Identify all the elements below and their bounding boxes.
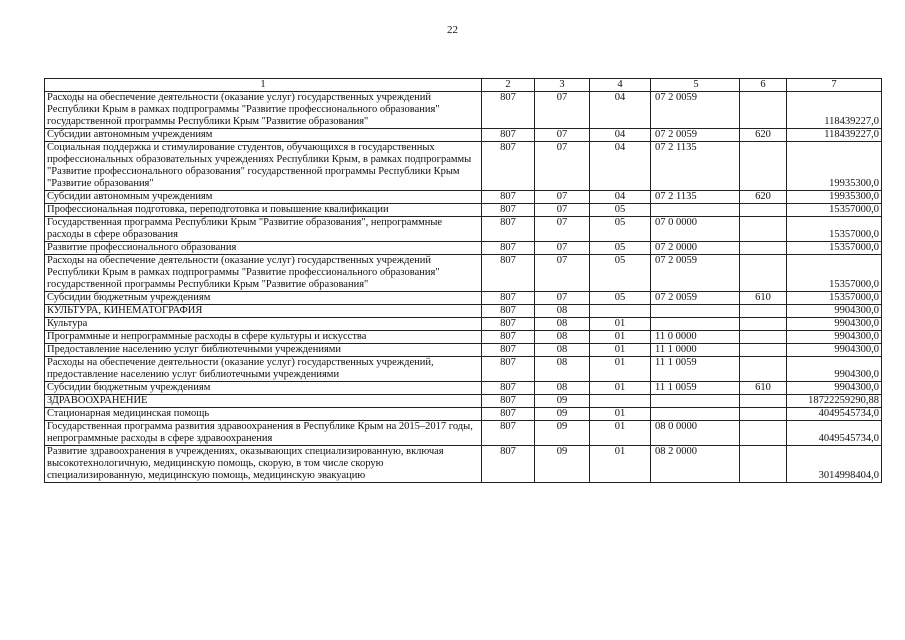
row-admin-code: 807 (482, 331, 535, 344)
row-amount: 9904300,0 (787, 318, 882, 331)
row-admin-code: 807 (482, 357, 535, 382)
row-admin-code: 807 (482, 292, 535, 305)
table-row (45, 242, 882, 255)
row-expense-type (740, 255, 787, 292)
row-expense-type (740, 344, 787, 357)
row-amount: 9904300,0 (787, 382, 882, 395)
row-amount: 9904300,0 (787, 305, 882, 318)
row-target-article: 07 2 1135 (651, 191, 740, 204)
row-expense-type: 620 (740, 129, 787, 142)
row-amount: 9904300,0 (787, 344, 882, 357)
header-col-4: 4 (590, 79, 651, 92)
row-name: Субсидии бюджетным учреждениям (45, 382, 482, 395)
table-row (45, 191, 882, 204)
row-section: 07 (535, 242, 590, 255)
row-name: Культура (45, 318, 482, 331)
row-expense-type (740, 395, 787, 408)
row-expense-type (740, 421, 787, 446)
row-amount: 15357000,0 (787, 255, 882, 292)
row-name: Государственная программа развития здравоохранения в Республике Крым на 2015–2017 годы, непрограммные расходы в сфере здравоохранения (45, 421, 482, 446)
row-admin-code: 807 (482, 204, 535, 217)
table-row (45, 255, 882, 292)
row-name: Программные и непрограммные расходы в сфере культуры и искусства (45, 331, 482, 344)
row-amount: 9904300,0 (787, 331, 882, 344)
header-col-7: 7 (787, 79, 882, 92)
row-admin-code: 807 (482, 318, 535, 331)
row-expense-type (740, 357, 787, 382)
row-admin-code: 807 (482, 142, 535, 191)
row-expense-type: 620 (740, 191, 787, 204)
row-admin-code: 807 (482, 255, 535, 292)
row-expense-type (740, 305, 787, 318)
row-admin-code: 807 (482, 129, 535, 142)
header-col-1: 1 (45, 79, 482, 92)
row-section: 07 (535, 292, 590, 305)
row-subsection: 01 (590, 357, 651, 382)
row-expense-type: 610 (740, 292, 787, 305)
row-subsection: 01 (590, 344, 651, 357)
row-target-article (651, 204, 740, 217)
row-amount: 18722259290,88 (787, 395, 882, 408)
table-row (45, 395, 882, 408)
row-target-article: 11 1 0059 (651, 357, 740, 382)
header-col-3: 3 (535, 79, 590, 92)
row-subsection: 01 (590, 408, 651, 421)
table-row (45, 446, 882, 483)
row-expense-type (740, 318, 787, 331)
row-amount: 15357000,0 (787, 204, 882, 217)
row-subsection (590, 395, 651, 408)
header-col-2: 2 (482, 79, 535, 92)
row-section: 08 (535, 357, 590, 382)
row-admin-code: 807 (482, 217, 535, 242)
row-target-article: 08 0 0000 (651, 421, 740, 446)
row-target-article (651, 318, 740, 331)
row-amount: 19935300,0 (787, 142, 882, 191)
table-row (45, 344, 882, 357)
row-target-article: 07 2 0059 (651, 292, 740, 305)
row-amount: 19935300,0 (787, 191, 882, 204)
row-expense-type (740, 92, 787, 129)
row-expense-type: 610 (740, 382, 787, 395)
row-expense-type (740, 408, 787, 421)
row-section: 07 (535, 255, 590, 292)
row-subsection: 01 (590, 421, 651, 446)
row-subsection (590, 305, 651, 318)
row-subsection: 05 (590, 204, 651, 217)
row-amount: 4049545734,0 (787, 408, 882, 421)
row-expense-type (740, 204, 787, 217)
row-target-article: 07 2 0000 (651, 242, 740, 255)
budget-table (44, 78, 882, 483)
row-subsection: 05 (590, 217, 651, 242)
row-subsection: 04 (590, 142, 651, 191)
row-target-article: 11 0 0000 (651, 331, 740, 344)
row-name: Социальная поддержка и стимулирование студентов, обучающихся в государственных профессиональных образовательных учреждениях Республики Крым, в рамках подпрограммы "Развитие профессионального образования" государственной программы Республики Крым "Развитие образования" (45, 142, 482, 191)
row-name: Развитие здравоохранения в учреждениях, оказывающих специализированную, включая высокотехнологичную, медицинскую помощь, скорую, в том числе скорую специализированную, медицинскую помощь, медицинскую эвакуацию (45, 446, 482, 483)
header-col-5: 5 (651, 79, 740, 92)
row-amount: 9904300,0 (787, 357, 882, 382)
row-amount: 3014998404,0 (787, 446, 882, 483)
row-name: Расходы на обеспечение деятельности (оказание услуг) государственных учреждений Республики Крым в рамках подпрограммы "Развитие профессионального образования" государственной программы Республики Крым "Развитие образования" (45, 255, 482, 292)
row-section: 07 (535, 204, 590, 217)
row-section: 09 (535, 446, 590, 483)
row-section: 07 (535, 217, 590, 242)
table-row (45, 382, 882, 395)
row-amount: 15357000,0 (787, 242, 882, 255)
table-row (45, 292, 882, 305)
table-row (45, 421, 882, 446)
row-name: Расходы на обеспечение деятельности (оказание услуг) государственных учреждений Республики Крым в рамках подпрограммы "Развитие профессионального образования" государственной программы Республики Крым "Развитие образования" (45, 92, 482, 129)
row-name: ЗДРАВООХРАНЕНИЕ (45, 395, 482, 408)
row-target-article: 08 2 0000 (651, 446, 740, 483)
table-row (45, 305, 882, 318)
row-target-article (651, 395, 740, 408)
row-admin-code: 807 (482, 446, 535, 483)
row-section: 07 (535, 191, 590, 204)
table-header-row (45, 79, 882, 92)
row-subsection: 05 (590, 292, 651, 305)
row-section: 07 (535, 129, 590, 142)
row-name: Субсидии автономным учреждениям (45, 191, 482, 204)
row-section: 09 (535, 421, 590, 446)
row-expense-type (740, 242, 787, 255)
row-name: Развитие профессионального образования (45, 242, 482, 255)
row-admin-code: 807 (482, 92, 535, 129)
row-expense-type (740, 142, 787, 191)
row-target-article: 11 1 0059 (651, 382, 740, 395)
table-row (45, 331, 882, 344)
row-admin-code: 807 (482, 344, 535, 357)
table-row (45, 92, 882, 129)
row-name: Расходы на обеспечение деятельности (оказание услуг) государственных учреждений, предоставление населению услуг библиотечными учреждениями (45, 357, 482, 382)
row-expense-type (740, 217, 787, 242)
row-subsection: 01 (590, 318, 651, 331)
row-section: 09 (535, 395, 590, 408)
row-name: Стационарная медицинская помощь (45, 408, 482, 421)
row-subsection: 01 (590, 382, 651, 395)
row-section: 08 (535, 305, 590, 318)
row-section: 07 (535, 142, 590, 191)
row-target-article (651, 305, 740, 318)
row-section: 08 (535, 382, 590, 395)
row-admin-code: 807 (482, 408, 535, 421)
row-target-article (651, 408, 740, 421)
row-subsection: 04 (590, 92, 651, 129)
row-subsection: 05 (590, 242, 651, 255)
row-name: Профессиональная подготовка, переподготовка и повышение квалификации (45, 204, 482, 217)
row-name: Государственная программа Республики Крым "Развитие образования", непрограммные расходы в сфере образования (45, 217, 482, 242)
row-name: Субсидии бюджетным учреждениям (45, 292, 482, 305)
row-admin-code: 807 (482, 305, 535, 318)
row-amount: 15357000,0 (787, 292, 882, 305)
row-name: КУЛЬТУРА, КИНЕМАТОГРАФИЯ (45, 305, 482, 318)
table-row (45, 204, 882, 217)
row-name: Субсидии автономным учреждениям (45, 129, 482, 142)
row-section: 08 (535, 318, 590, 331)
row-target-article: 07 2 0059 (651, 92, 740, 129)
row-section: 08 (535, 331, 590, 344)
table-row (45, 129, 882, 142)
row-amount: 15357000,0 (787, 217, 882, 242)
row-admin-code: 807 (482, 395, 535, 408)
row-target-article: 07 2 0059 (651, 129, 740, 142)
row-subsection: 04 (590, 191, 651, 204)
header-col-6: 6 (740, 79, 787, 92)
table-row (45, 217, 882, 242)
row-amount: 4049545734,0 (787, 421, 882, 446)
row-section: 09 (535, 408, 590, 421)
row-expense-type (740, 446, 787, 483)
row-target-article: 07 2 0059 (651, 255, 740, 292)
row-subsection: 01 (590, 446, 651, 483)
table-row (45, 357, 882, 382)
row-target-article: 07 0 0000 (651, 217, 740, 242)
row-expense-type (740, 331, 787, 344)
row-admin-code: 807 (482, 421, 535, 446)
page-number: 22 (447, 24, 458, 36)
row-admin-code: 807 (482, 191, 535, 204)
table-row (45, 142, 882, 191)
row-target-article: 07 2 1135 (651, 142, 740, 191)
row-section: 08 (535, 344, 590, 357)
row-subsection: 01 (590, 331, 651, 344)
row-target-article: 11 1 0000 (651, 344, 740, 357)
row-admin-code: 807 (482, 382, 535, 395)
row-section: 07 (535, 92, 590, 129)
table-row (45, 318, 882, 331)
row-subsection: 05 (590, 255, 651, 292)
row-admin-code: 807 (482, 242, 535, 255)
row-subsection: 04 (590, 129, 651, 142)
table-row (45, 408, 882, 421)
row-amount: 118439227,0 (787, 92, 882, 129)
row-amount: 118439227,0 (787, 129, 882, 142)
row-name: Предоставление населению услуг библиотечными учреждениями (45, 344, 482, 357)
